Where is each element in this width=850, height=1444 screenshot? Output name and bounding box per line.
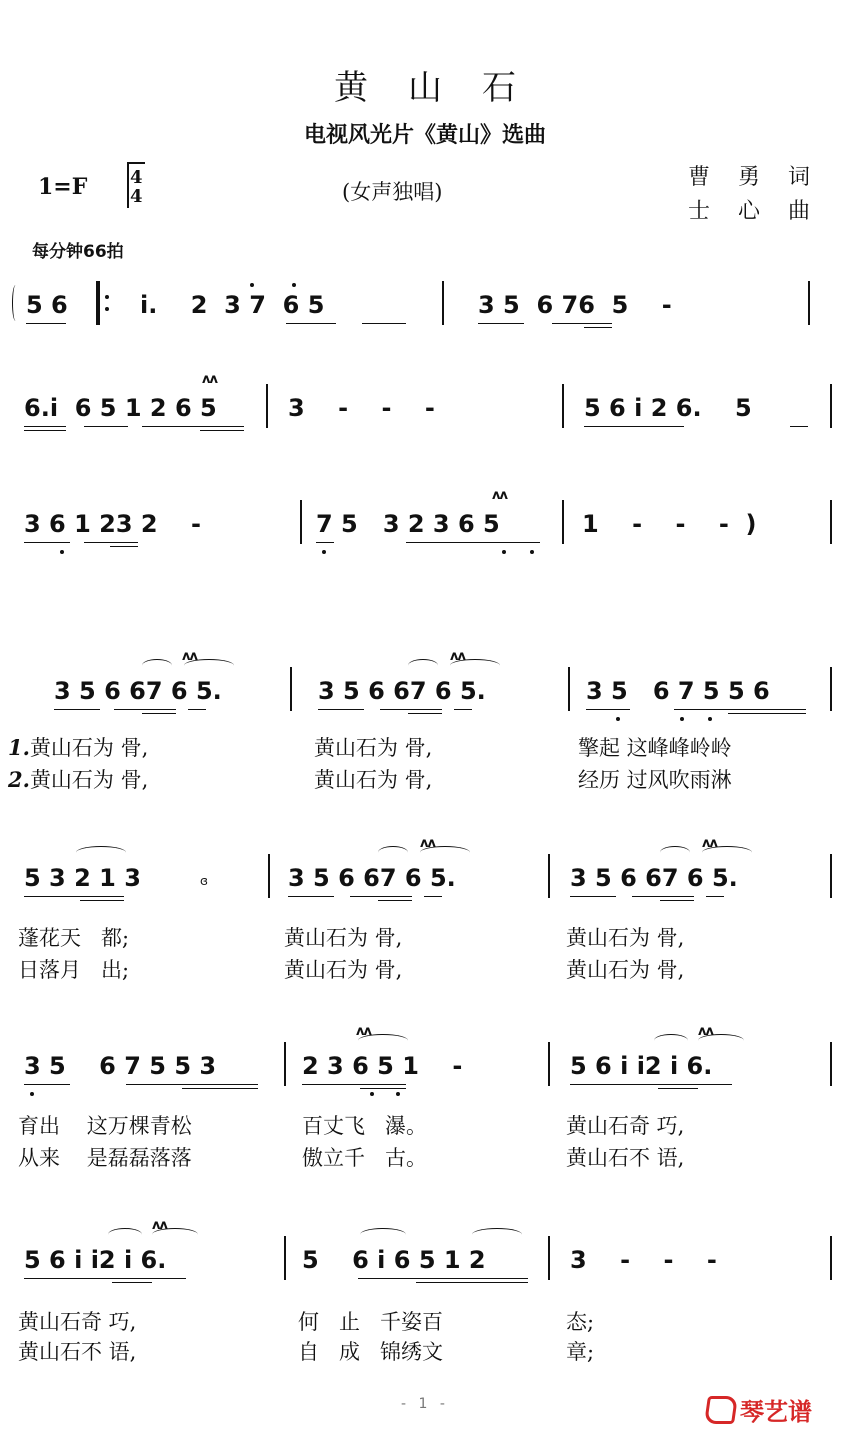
logo-text: 琴艺谱 <box>740 1398 812 1426</box>
site-logo[interactable] <box>706 1392 812 1427</box>
lyric-7-v1-a: 黄山石奇 巧, <box>18 1310 137 1334</box>
note-underline <box>632 896 694 897</box>
repeat-start-sign <box>96 281 110 325</box>
lyric-6-v1-b: 百丈飞 瀑。 <box>302 1114 428 1138</box>
note-underline <box>24 430 66 431</box>
note-underline <box>24 1278 186 1279</box>
low-octave-dot <box>530 550 534 554</box>
bar-line <box>290 667 292 711</box>
note-underline <box>26 323 66 324</box>
low-octave-dot <box>502 550 506 554</box>
slur <box>408 659 438 672</box>
low-octave-dot <box>616 717 620 721</box>
bar-line <box>442 281 444 325</box>
note-underline <box>584 426 684 427</box>
note-underline <box>54 709 100 710</box>
bar-line <box>300 500 302 544</box>
lyric-4-v1-c: 擎起 这峰峰岭岭 <box>578 736 732 760</box>
lyric-6-v1-c: 黄山石奇 巧, <box>566 1114 685 1138</box>
lyric-5-v2-c: 黄山石为 骨, <box>566 958 685 982</box>
note-underline <box>790 426 808 427</box>
slur <box>76 846 126 859</box>
trill-mark: ʌʌ <box>450 649 465 664</box>
time-signature <box>130 168 143 206</box>
song-title: 黄山石 <box>334 68 556 108</box>
trill-mark: ʌʌ <box>152 1218 167 1233</box>
bar-line <box>562 384 564 428</box>
note-underline <box>358 1278 528 1279</box>
measure-6-3: 5 6 i i2 i 6. <box>570 1052 713 1080</box>
low-octave-dot <box>30 1092 34 1096</box>
note-underline <box>112 1282 152 1283</box>
bar-line <box>568 667 570 711</box>
bar-line <box>830 1236 832 1280</box>
note-underline <box>84 426 128 427</box>
note-underline <box>114 709 176 710</box>
low-octave-dot <box>370 1092 374 1096</box>
bar-line <box>284 1236 286 1280</box>
bar-line <box>268 854 270 898</box>
note-underline <box>316 542 334 543</box>
high-octave-dot <box>292 283 296 287</box>
measure-2-2: 3 - - - <box>288 394 435 422</box>
low-octave-dot <box>680 717 684 721</box>
slur <box>108 1228 142 1241</box>
bar-line <box>548 1236 550 1280</box>
note-underline <box>350 896 412 897</box>
lyric-4-v2-b: 黄山石为 骨, <box>314 768 433 792</box>
song-subtitle: 电视风光片《黄山》选曲 <box>303 122 546 148</box>
lyric-7-v2-c: 章; <box>566 1340 595 1364</box>
note-underline <box>378 900 412 901</box>
measure-4-1: 3 5 6 67 6 5. <box>54 677 222 705</box>
trill-mark: ʌʌ <box>356 1024 371 1039</box>
bar-line <box>284 1042 286 1086</box>
measure-3-1: 3 6 1 23 2 - <box>24 510 201 538</box>
note-underline <box>126 1084 258 1085</box>
note-underline <box>318 709 364 710</box>
note-underline <box>570 1084 732 1085</box>
note-underline <box>286 323 336 324</box>
note-underline <box>424 896 442 897</box>
lyric-4-v1-b: 黄山石为 骨, <box>314 736 433 760</box>
note-underline <box>706 896 724 897</box>
note-underline <box>478 323 524 324</box>
bar-line <box>562 500 564 544</box>
note-underline <box>552 323 612 324</box>
bar-line <box>548 854 550 898</box>
bar-line <box>830 854 832 898</box>
note-underline <box>24 1084 70 1085</box>
measure-7-3: 3 - - - <box>570 1246 717 1274</box>
composer-credit: 士心曲 <box>688 199 839 224</box>
lyric-6-v2-b: 傲立千 古。 <box>302 1146 428 1170</box>
measure-1-1: i. 2 3 7 6 5 <box>140 291 325 319</box>
note-underline <box>142 426 244 427</box>
bar-line <box>830 384 832 428</box>
bar-line <box>266 384 268 428</box>
note-underline <box>406 542 540 543</box>
trill-mark: ʌʌ <box>698 1024 713 1039</box>
note-underline <box>674 709 806 710</box>
measure-7-2: 5 6 i 6 5 1 2 <box>302 1246 486 1274</box>
slur <box>142 659 172 672</box>
note-underline <box>80 900 124 901</box>
note-underline <box>454 709 472 710</box>
measure-4-2: 3 5 6 67 6 5. <box>318 677 486 705</box>
lyric-6-v2-a: 从来 是磊磊落落 <box>18 1146 192 1170</box>
bar-line <box>830 500 832 544</box>
trill-mark: ʌʌ <box>702 836 717 851</box>
lyric-5-v1-a: 蓬花天 都; <box>18 926 130 950</box>
time-signature-bottom: 4 <box>130 186 143 207</box>
low-octave-dot <box>322 550 326 554</box>
lyric-4-v1: 1.黄山石为 骨, <box>8 735 149 760</box>
lyric-5-v1-b: 黄山石为 骨, <box>284 926 403 950</box>
measure-5-3: 3 5 6 67 6 5. <box>570 864 738 892</box>
key-signature: 1=F <box>38 174 88 200</box>
lyric-6-v1-a: 育出 这万棵青松 <box>18 1114 192 1138</box>
measure-pickup: 5 6 <box>26 291 68 319</box>
page-number: - 1 - <box>401 1396 449 1412</box>
measure-2-3: 5 6 i 2 6. 5 <box>584 394 752 422</box>
note-underline <box>570 896 616 897</box>
measure-4-3: 3 5 6 7 5 5 6 <box>586 677 770 705</box>
note-underline <box>360 1088 406 1089</box>
time-signature-line <box>127 162 145 208</box>
lyric-7-v1-c: 态; <box>566 1310 595 1334</box>
note-underline <box>728 713 806 714</box>
trill-mark: ʌʌ <box>202 372 217 387</box>
low-octave-dot <box>708 717 712 721</box>
measure-5-1: 5 3 2 1 3 <box>24 864 141 892</box>
measure-6-2: 2 3 6 5 1 - <box>302 1052 463 1080</box>
lyric-5-v1-c: 黄山石为 骨, <box>566 926 685 950</box>
note-underline <box>24 542 70 543</box>
note-underline <box>660 900 694 901</box>
lyric-6-v2-c: 黄山石不 语, <box>566 1146 685 1170</box>
note-underline <box>584 327 612 328</box>
note-underline <box>142 713 176 714</box>
logo-icon <box>704 1396 738 1424</box>
lyric-4-v2: 2.黄山石为 骨, <box>8 767 149 792</box>
slur <box>378 846 408 859</box>
slur <box>654 1034 688 1047</box>
measure-1-2: 3 5 6 76 5 - <box>478 291 672 319</box>
lyric-7-v2-a: 黄山石不 语, <box>18 1340 137 1364</box>
tempo-marking: 每分钟66拍 <box>32 242 124 262</box>
note-underline <box>380 709 442 710</box>
note-underline <box>188 709 206 710</box>
bar-line <box>830 1042 832 1086</box>
bar-line <box>830 667 832 711</box>
note-underline <box>288 896 334 897</box>
voice-type: (女声独唱) <box>342 180 443 204</box>
measure-3-2: 7 5 3 2 3 6 5 <box>316 510 500 538</box>
measure-3-3: 1 - - - ) <box>582 510 757 538</box>
trill-mark: ʌʌ <box>182 649 197 664</box>
lyric-5-v2-a: 日落月 出; <box>18 958 130 982</box>
time-signature-top: 4 <box>130 167 143 188</box>
measure-5-2: 3 5 6 67 6 5. <box>288 864 456 892</box>
slur <box>660 846 690 859</box>
note-underline <box>84 542 138 543</box>
lyric-4-v2-c: 经历 过风吹雨淋 <box>578 768 732 792</box>
breath-mark: ɞ <box>200 874 208 888</box>
bar-line <box>808 281 810 325</box>
measure-2-1: 6.i 6 5 1 2 6 5 <box>24 394 217 422</box>
low-octave-dot <box>60 550 64 554</box>
note-underline <box>110 546 138 547</box>
note-underline <box>24 896 124 897</box>
trill-mark: ʌʌ <box>492 488 507 503</box>
low-octave-dot <box>396 1092 400 1096</box>
note-underline <box>362 323 406 324</box>
note-underline <box>586 709 630 710</box>
note-underline <box>24 426 66 427</box>
lyricist-credit: 曹勇词 <box>688 165 839 190</box>
measure-7-1: 5 6 i i2 i 6. <box>24 1246 167 1274</box>
note-underline <box>408 713 442 714</box>
note-underline <box>200 430 244 431</box>
lyric-7-v1-b: 何 止 千姿百 <box>298 1310 444 1334</box>
lyric-7-v2-b: 自 成 锦绣文 <box>298 1340 444 1364</box>
note-underline <box>182 1088 258 1089</box>
phrase-bracket <box>12 285 19 321</box>
slur <box>472 1228 522 1241</box>
note-underline <box>302 1084 406 1085</box>
trill-mark: ʌʌ <box>420 836 435 851</box>
slur <box>360 1228 406 1241</box>
measure-6-1: 3 5 6 7 5 5 3 <box>24 1052 217 1080</box>
note-underline <box>658 1088 698 1089</box>
note-underline <box>416 1282 528 1283</box>
lyric-5-v2-b: 黄山石为 骨, <box>284 958 403 982</box>
high-octave-dot <box>250 283 254 287</box>
bar-line <box>548 1042 550 1086</box>
